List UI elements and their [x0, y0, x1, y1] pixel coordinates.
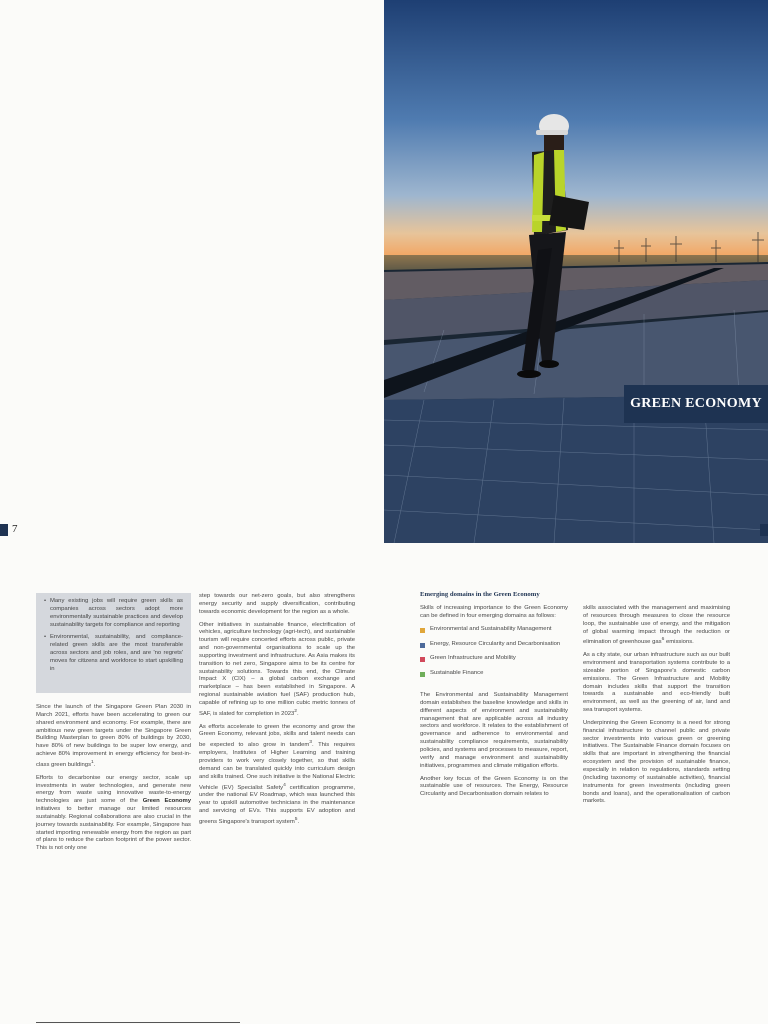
footnote-ref: 1 [91, 759, 94, 765]
footnote-ref: 2 [294, 708, 298, 714]
paragraph-text: certification programme, under the national EV Roadmap, which was launched this year to upskill automotive technicians in the maintenance and servicing of EVs. This supports EV adoption and greens Singapore's transport system [199, 784, 355, 825]
domain-label: Sustainable Finance [430, 670, 484, 677]
paragraph-text: Efforts to decarbonise our energy sector, scale up investments in water technologies, and generate new energy from waste using innovative waste-to-energy technologies are just some of the [36, 774, 191, 805]
paragraph [36, 704, 191, 770]
paragraph-text: Other initiatives in sustainable finance, electrification of vehicles, agriculture technology (agri-tech), and sustainable tourism will require concerted efforts across public, private and non-governmental organisations to scale up the supporting investment and infrastructure. As Asia makes its transition to net zero, Singapore aims to be its centre for sustainability solutions. Towards this end, the Climate Impact X (CIX) – a global carbon exchange and marketplace – has been established in Singapore. A regional sustainable aviation fuel (SAF) production hub, capable of refining up to one million cubic metric tonnes of SAF, is slated for completion in 2023 [199, 621, 355, 717]
domain-label: Environmental and Sustainability Management [430, 625, 552, 632]
paragraph: step towards our net-zero goals, but also strengthens energy security and supply diversification, contributing towards economic development for the region as a whole. [199, 593, 355, 615]
bold-term: Green Economy [142, 798, 191, 805]
paragraph-text: initiatives to better manage our limited resources sustainably. Regional collaborations are also crucial in the journey towards sustainability. For example, Singapore has started importing renewable energy from the region as part of plans to reduce the carbon footprint of the power sector. This is not only one [36, 806, 191, 852]
paragraph-text: . [297, 818, 300, 825]
section-title-banner: GREEN ECONOMY [624, 385, 768, 423]
domain-color-swatch [420, 657, 425, 662]
paragraph [199, 622, 355, 719]
domain-label: Energy, Resource Circularity and Decarbonisation [430, 640, 561, 647]
paragraph [199, 724, 355, 827]
paragraph-text: emissions. [664, 639, 694, 646]
solar-worker-illustration [384, 0, 768, 543]
domain-color-swatch [420, 628, 425, 633]
page-number-marker [0, 524, 8, 536]
body-column-3 [420, 605, 568, 804]
page-edge-marker [760, 524, 768, 536]
body-column-4 [583, 605, 730, 811]
domain-color-swatch [420, 672, 425, 677]
paragraph: Skills of increasing importance to the Green Economy can be defined in four emerging domains as follows: [420, 605, 568, 619]
paragraph [36, 775, 191, 853]
paragraph-text: Since the launch of the Singapore Green Plan 2030 in March 2021, efforts have been accelerating to green our shared environment and economy. For example, there are ambitious new green targets under the Singapore Green Building Masterplan to green 80% of buildings by 2030, have 80% of new buildings to be super low energy, and achieve 80% improvement in energy efficiency for best-in-class green buildings [36, 704, 191, 768]
domain-item [420, 626, 568, 634]
paragraph-text: . This requires employers, Institutes of Higher Learning and training providers to work very closely together, so that skills demand can be translated quickly into curriculum design and skills trained. One such initiative is the National Electric Vehicle (EV) Specialist Safety [199, 742, 356, 791]
key-points-list [44, 598, 183, 674]
key-points-callout [36, 593, 191, 693]
domain-color-swatch [420, 643, 425, 648]
body-column-1 [36, 704, 191, 858]
paragraph-text: . [93, 761, 96, 768]
footnote-ref: 3 [309, 740, 313, 746]
key-point-item: • Many existing jobs will require green skills as companies across sectors adopt more environmentally sustainable practices and develop sustainability targets for compliance and reporting [44, 598, 183, 629]
body-column-2 [199, 593, 355, 832]
domain-label: Green Infrastructure and Mobility [430, 655, 516, 662]
section-heading: Emerging domains in the Green Economy [420, 591, 540, 598]
key-point-item: • Environmental, sustainability, and compliance-related green skills are the most transferable across sectors and job roles, and are 'no regrets' moves for citizens and workforce to start upskilling in [44, 634, 183, 673]
hero-photo [384, 0, 768, 543]
domain-item [420, 641, 568, 649]
paragraph-text: As efforts accelerate to green the economy and grow the Green Economy, relevant jobs, skills and talent needs can be expected to also grow in tandem [199, 723, 355, 749]
paragraph-text: . [297, 710, 299, 717]
paragraph: Another key focus of the Green Economy is on the sustainable use of resources. The Energy, Resource Circularity and Decarbonisation domain relates to [420, 775, 568, 798]
footnote-ref: 4 [283, 782, 286, 788]
paragraph: As a city state, our urban infrastructure such as our built environment and transportation systems contribute to a sizeable portion of Singapore's domestic carbon emissions. The Green Infrastructure and Mobility domain includes skills that support the transition towards a sustainable and eco-friendly built environment, as well as the greening of air, land and sea transport systems. [583, 652, 730, 714]
domain-item [420, 655, 568, 663]
footnote-ref: 6 [661, 637, 665, 643]
domain-item [420, 670, 568, 678]
domain-list [420, 626, 568, 678]
footnote-divider [36, 1022, 240, 1023]
paragraph: Underpinning the Green Economy is a need for strong financial infrastructure to channel public and private sector investments into various green or greening initiatives. The Sustainable Finance domain focuses on skills that are important in strengthening the financial ecosystem and the provision of sustainable finance, especially in relation to regulations, standards setting (including taxonomy of sustainable activities), financial instruments for green investments (including green bonds and loans), and the operationalisation of carbon markets. [583, 719, 730, 805]
footnote-ref: 5 [294, 816, 298, 822]
page-number: 7 [12, 523, 18, 535]
paragraph [583, 605, 730, 647]
paragraph: The Environmental and Sustainability Management domain establishes the baseline knowledge and skills in different aspects of environment and sustainability management that are applicable across all industry sectors and workforce. It relates to the establishment of governance and adherence to environmental and sustainability compliance requirements, sustainability policies, and systems and processes to measure, report, verify and manage environment and sustainability initiatives, programmes and climate mitigation efforts. [420, 692, 568, 769]
paragraph-text: skills associated with the management and maximising of resources through measures to close the resource loop, the sustainable use of energy, and the mitigation of global warming impact through the reduction or elimination of greenhouse gas [583, 605, 730, 646]
